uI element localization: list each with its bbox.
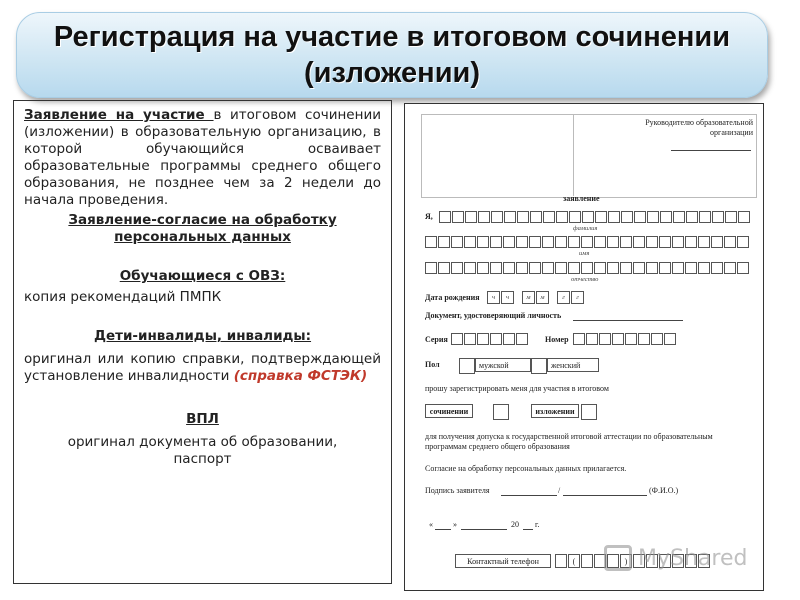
phone-label: Контактный телефон bbox=[455, 554, 551, 568]
form-cell bbox=[698, 236, 710, 248]
doc-line bbox=[573, 320, 683, 321]
signature-slash: / bbox=[558, 486, 561, 495]
dob-cell: м bbox=[536, 291, 549, 304]
request-text: прошу зарегистрировать меня для участия в итоговом bbox=[425, 384, 609, 393]
form-cell bbox=[581, 262, 593, 274]
form-cell bbox=[625, 333, 637, 345]
presentation-label: изложении bbox=[531, 404, 579, 418]
signature-label: Подпись заявителя bbox=[425, 486, 490, 495]
form-cell bbox=[698, 262, 710, 274]
male-label: мужской bbox=[475, 358, 531, 372]
form-cell bbox=[673, 211, 685, 223]
application-text: в итоговом сочинении (изложении) в образовательную организацию, в которой обучающийся осваивает образовательные программы среднего общего образования, не позднее чем за 2 недели до начала проведения. bbox=[24, 107, 381, 208]
form-cell bbox=[477, 236, 489, 248]
disabled-text: оригинал или копию справки, подтверждающей установление инвалидности (справка ФСТЭК) bbox=[24, 351, 381, 384]
form-cell bbox=[612, 333, 624, 345]
date-quote-open: « bbox=[429, 520, 433, 529]
gender-label: Пол bbox=[425, 360, 440, 369]
dob-cell: ч bbox=[487, 291, 500, 304]
consent-attached: Согласие на обработку персональных данных прилагается. bbox=[425, 464, 627, 473]
form-cell bbox=[542, 236, 554, 248]
form-cell bbox=[672, 236, 684, 248]
fio-line bbox=[563, 495, 647, 496]
date-year-line bbox=[523, 529, 533, 530]
form-cell bbox=[621, 211, 633, 223]
dob-cell: ч bbox=[501, 291, 514, 304]
form-cell bbox=[438, 236, 450, 248]
form-cell bbox=[542, 262, 554, 274]
form-cell bbox=[503, 236, 515, 248]
form-cell bbox=[451, 262, 463, 274]
phone-cell: ) bbox=[620, 554, 632, 568]
series-label: Серия bbox=[425, 335, 448, 344]
title-line-1: Регистрация на участие в итоговом сочинении bbox=[53, 21, 731, 53]
watermark-text: MyShared bbox=[638, 545, 748, 571]
application-paragraph bbox=[24, 107, 381, 209]
form-cell bbox=[568, 236, 580, 248]
date-month-line bbox=[461, 529, 507, 530]
date-day-line bbox=[435, 529, 451, 530]
form-cell bbox=[464, 333, 476, 345]
date-quote-close: » bbox=[453, 520, 457, 529]
form-cell bbox=[477, 333, 489, 345]
form-cell bbox=[686, 211, 698, 223]
form-addressee: Руководителю образовательной организации bbox=[645, 118, 753, 137]
form-header-divider bbox=[573, 114, 574, 196]
presentation-box bbox=[581, 404, 597, 420]
form-cell bbox=[452, 211, 464, 223]
name-hint: имя bbox=[579, 250, 590, 257]
form-cell bbox=[464, 262, 476, 274]
form-cell bbox=[491, 211, 503, 223]
form-cell bbox=[660, 211, 672, 223]
form-cell bbox=[425, 236, 437, 248]
form-cell bbox=[517, 211, 529, 223]
fstek-note: (справка ФСТЭК) bbox=[233, 368, 368, 384]
form-cell bbox=[573, 333, 585, 345]
form-cell bbox=[586, 333, 598, 345]
watermark bbox=[604, 540, 774, 576]
ovz-title: Обучающиеся с ОВЗ: bbox=[119, 268, 286, 284]
form-cell bbox=[647, 211, 659, 223]
form-cell bbox=[556, 211, 568, 223]
vpl-text: оригинал документа об образовании, паспорт bbox=[67, 434, 338, 467]
form-cell bbox=[737, 262, 749, 274]
form-cell bbox=[555, 262, 567, 274]
series-cells bbox=[451, 333, 529, 345]
name-cells bbox=[425, 236, 750, 248]
form-cell bbox=[664, 333, 676, 345]
fio-label: (Ф.И.О.) bbox=[649, 486, 679, 495]
date-year-prefix: 20 bbox=[511, 520, 519, 529]
form-cell bbox=[738, 211, 750, 223]
form-cell bbox=[620, 236, 632, 248]
surname-cells bbox=[439, 211, 751, 223]
form-cell bbox=[633, 262, 645, 274]
surname-hint: фамилия bbox=[573, 225, 598, 232]
essay-box bbox=[493, 404, 509, 420]
form-cell bbox=[451, 236, 463, 248]
signature-line bbox=[501, 495, 557, 496]
form-cell bbox=[685, 236, 697, 248]
form-title: заявление bbox=[563, 194, 600, 203]
form-cell bbox=[425, 262, 437, 274]
consent-paragraph bbox=[24, 212, 381, 246]
title-banner bbox=[16, 12, 768, 98]
form-cell bbox=[685, 262, 697, 274]
form-cell bbox=[439, 211, 451, 223]
form-cell bbox=[516, 262, 528, 274]
form-cell bbox=[478, 211, 490, 223]
doc-label: Документ, удостоверяющий личность bbox=[425, 311, 562, 320]
addressee-line bbox=[671, 150, 751, 151]
application-label: Заявление на участие bbox=[24, 107, 214, 123]
requirements-panel bbox=[13, 100, 392, 584]
form-cell bbox=[607, 236, 619, 248]
form-cell bbox=[529, 236, 541, 248]
phone-cell bbox=[581, 554, 593, 568]
female-label: женский bbox=[547, 358, 599, 372]
form-cell bbox=[594, 236, 606, 248]
form-cell bbox=[659, 236, 671, 248]
form-cell bbox=[608, 211, 620, 223]
form-cell bbox=[711, 236, 723, 248]
number-cells bbox=[573, 333, 677, 345]
form-cell bbox=[646, 236, 658, 248]
form-cell bbox=[581, 236, 593, 248]
form-cell bbox=[607, 262, 619, 274]
form-cell bbox=[595, 211, 607, 223]
dob-cell: г bbox=[557, 291, 570, 304]
form-cell bbox=[490, 236, 502, 248]
ya-label: Я, bbox=[425, 212, 433, 221]
form-cell bbox=[465, 211, 477, 223]
vpl-title: ВПЛ bbox=[186, 411, 219, 427]
dob-cell: м bbox=[522, 291, 535, 304]
dob-label: Дата рождения bbox=[425, 293, 480, 302]
phone-cell bbox=[555, 554, 567, 568]
form-cell bbox=[737, 236, 749, 248]
form-cell bbox=[503, 333, 515, 345]
form-cell bbox=[724, 236, 736, 248]
form-cell bbox=[712, 211, 724, 223]
form-cell bbox=[543, 211, 555, 223]
disabled-title: Дети-инвалиды, инвалиды: bbox=[93, 328, 312, 344]
form-cell bbox=[633, 236, 645, 248]
page-title bbox=[54, 19, 730, 91]
dob-cells bbox=[487, 291, 592, 304]
form-cell bbox=[438, 262, 450, 274]
form-cell bbox=[724, 262, 736, 274]
phone-cell: ( bbox=[568, 554, 580, 568]
patronymic-cells bbox=[425, 262, 750, 274]
form-cell bbox=[464, 236, 476, 248]
form-cell bbox=[594, 262, 606, 274]
application-form-sample bbox=[404, 103, 764, 591]
admission-text: для получения допуска к государственной итоговой аттестации по образовательным программам среднего общего образования bbox=[425, 432, 713, 451]
form-cell bbox=[555, 236, 567, 248]
form-cell bbox=[516, 333, 528, 345]
form-cell bbox=[490, 262, 502, 274]
date-year-suffix: г. bbox=[535, 520, 540, 529]
form-cell bbox=[582, 211, 594, 223]
form-cell bbox=[634, 211, 646, 223]
form-cell bbox=[569, 211, 581, 223]
form-cell bbox=[651, 333, 663, 345]
form-cell bbox=[659, 262, 671, 274]
form-cell bbox=[490, 333, 502, 345]
form-cell bbox=[530, 211, 542, 223]
female-box bbox=[531, 358, 547, 374]
form-cell bbox=[672, 262, 684, 274]
form-cell bbox=[477, 262, 489, 274]
form-cell bbox=[620, 262, 632, 274]
form-cell bbox=[638, 333, 650, 345]
consent-label: Заявление-согласие на обработку персональных данных bbox=[68, 212, 337, 245]
form-cell bbox=[503, 262, 515, 274]
essay-label: сочинении bbox=[425, 404, 473, 418]
form-cell bbox=[711, 262, 723, 274]
ovz-text: копия рекомендаций ПМПК bbox=[24, 289, 222, 305]
form-cell bbox=[725, 211, 737, 223]
presentation-icon bbox=[604, 545, 632, 571]
patronymic-hint: отчество bbox=[571, 276, 599, 283]
form-cell bbox=[451, 333, 463, 345]
male-box bbox=[459, 358, 475, 374]
form-cell bbox=[599, 333, 611, 345]
form-cell bbox=[516, 236, 528, 248]
title-line-2: (изложении) bbox=[303, 57, 481, 89]
form-cell bbox=[568, 262, 580, 274]
dob-cell: г bbox=[571, 291, 584, 304]
form-cell bbox=[529, 262, 541, 274]
form-cell bbox=[504, 211, 516, 223]
number-label: Номер bbox=[545, 335, 569, 344]
form-cell bbox=[699, 211, 711, 223]
form-cell bbox=[646, 262, 658, 274]
